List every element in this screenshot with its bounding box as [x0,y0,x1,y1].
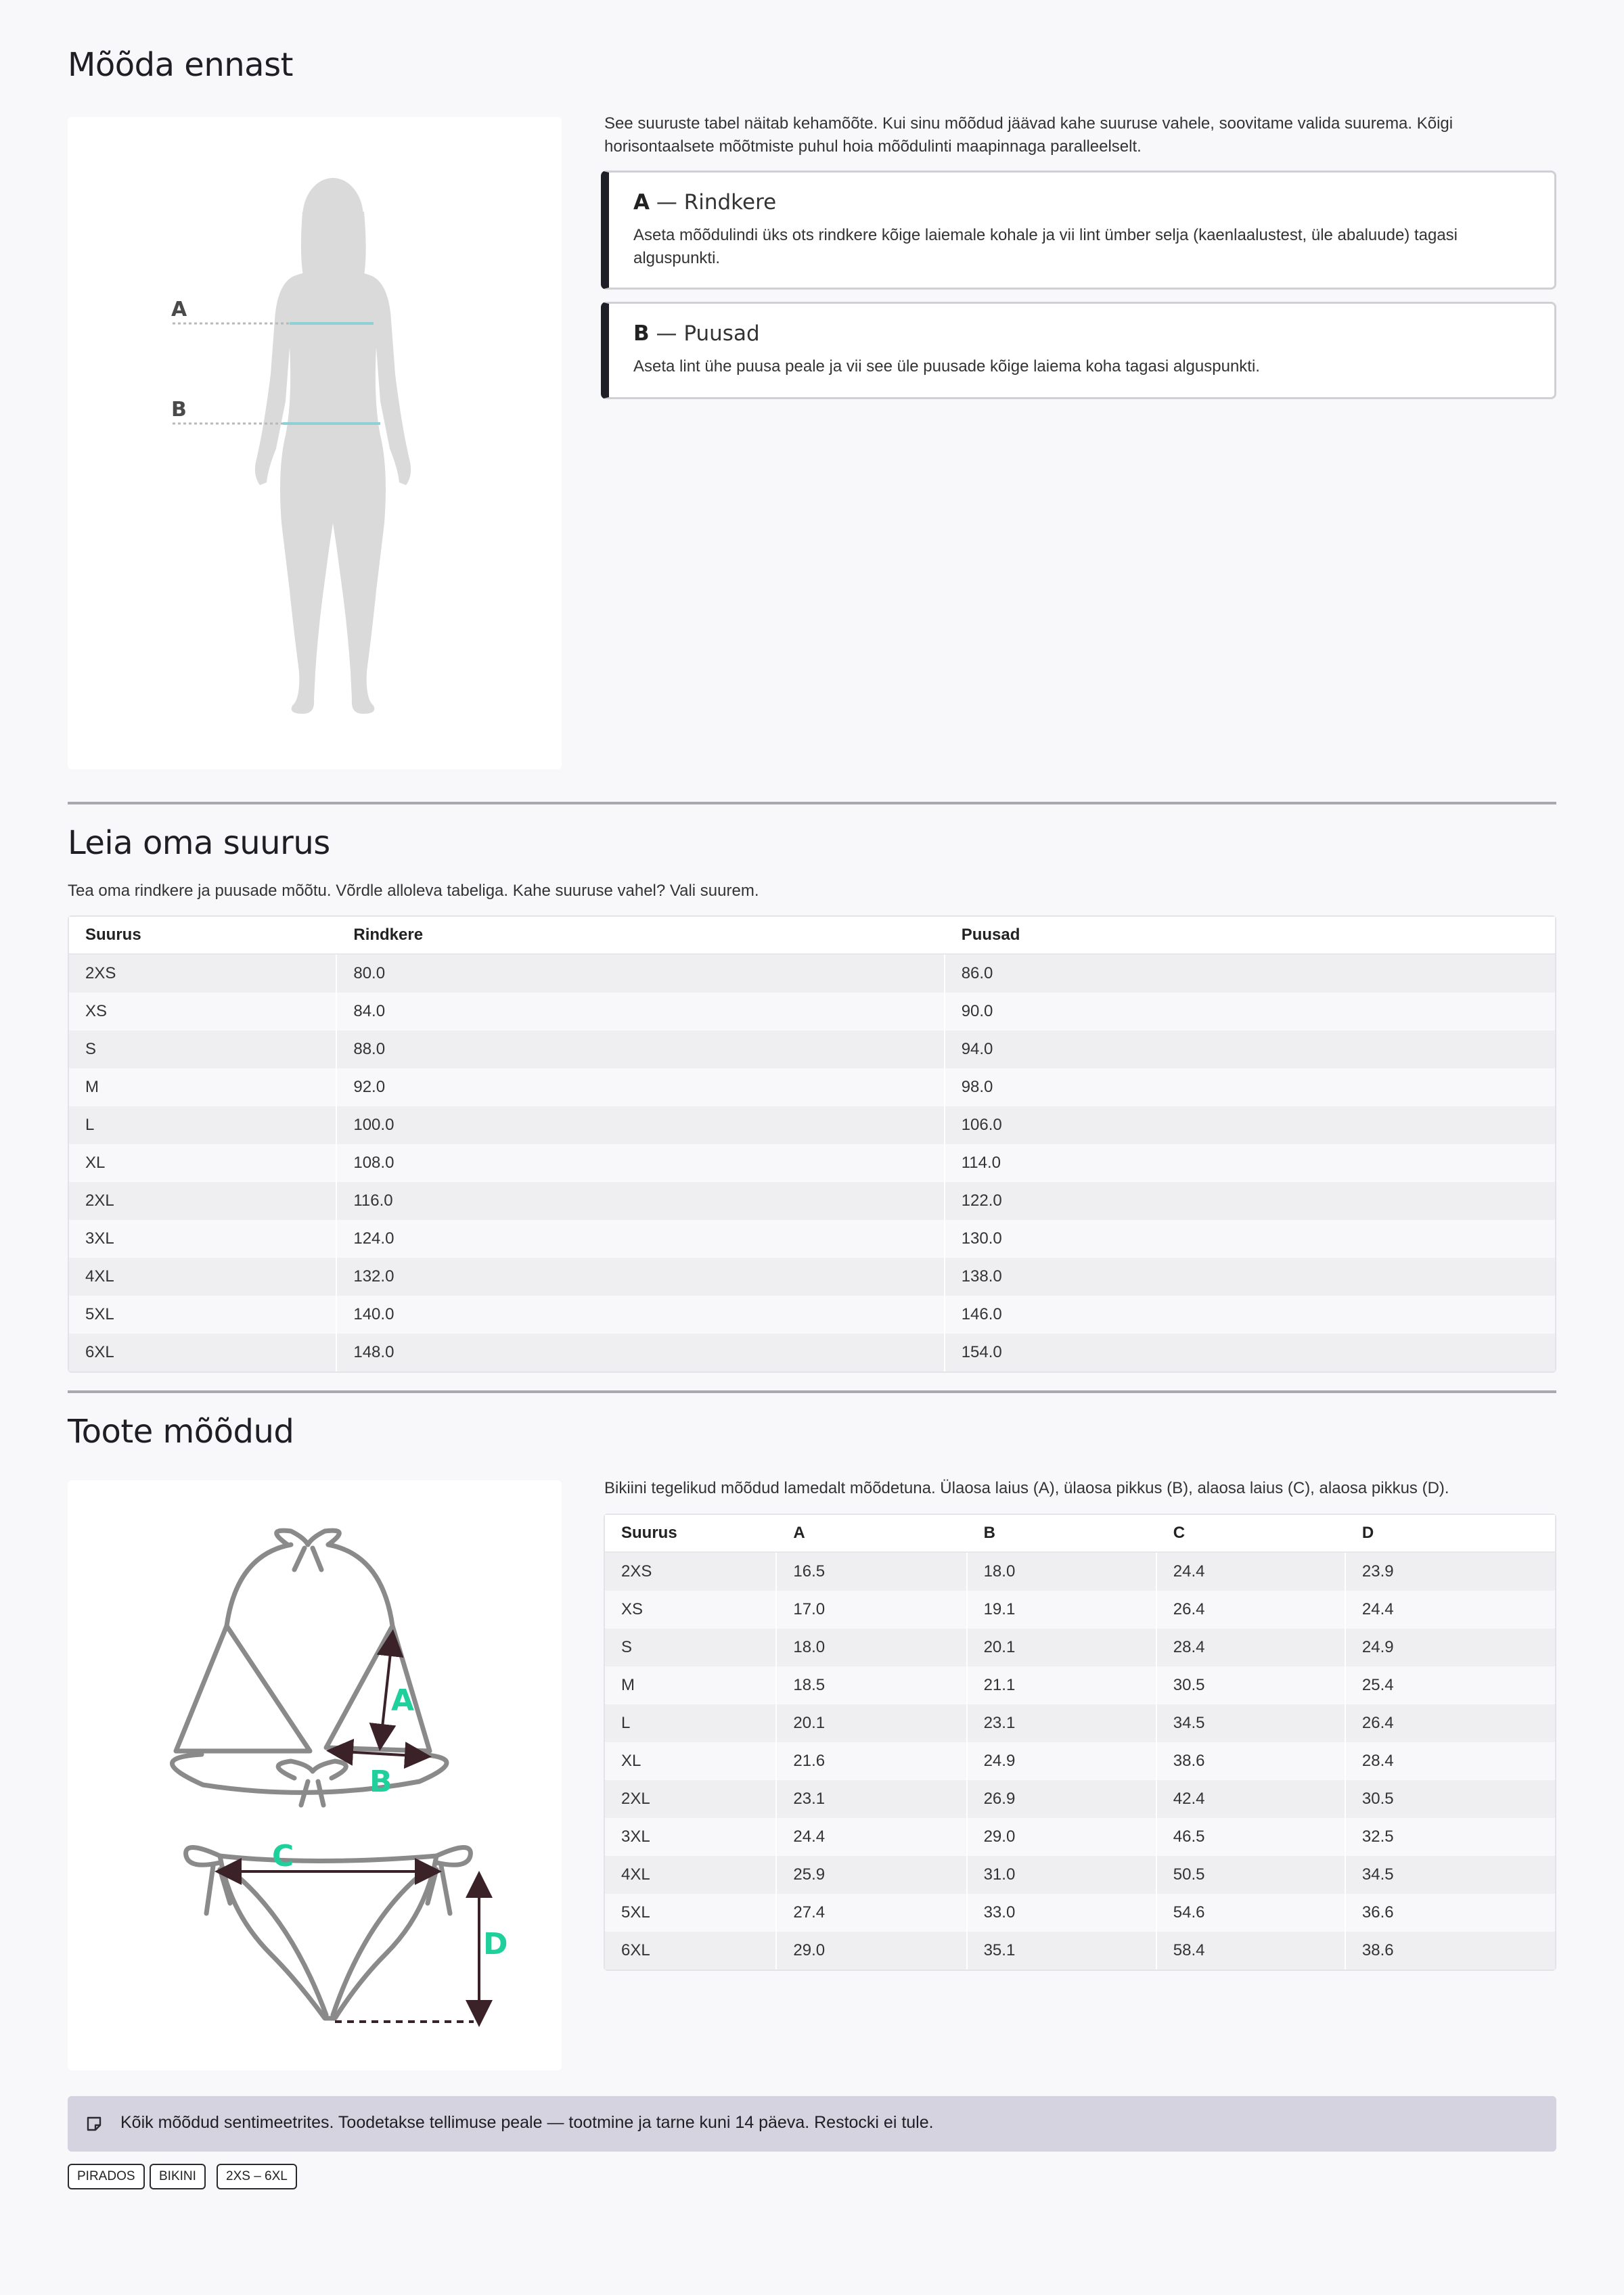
cell-size: 3XL [605,1818,777,1856]
find-intro: Tea oma rindkere ja puusade mõõtu. Võrdle alloleva tabeliga. Kahe suuruse vahel? Vali suurem. [68,882,759,900]
cell-size: 2XS [605,1553,777,1591]
cell-size: 4XL [605,1856,777,1894]
cell-b: 18.0 [968,1553,1157,1591]
section-divider [68,802,1556,804]
table-row [605,1629,1555,1666]
cell-c: 46.5 [1157,1818,1346,1856]
cell-d: 24.9 [1346,1629,1555,1666]
col-header-c: C [1157,1515,1346,1553]
table-row [605,1591,1555,1629]
cell-size: 2XL [605,1780,777,1818]
cell-rindkere: 84.0 [337,993,945,1030]
cell-b: 24.9 [968,1742,1157,1780]
cell-puusad: 146.0 [945,1296,1555,1334]
cell-c: 50.5 [1157,1856,1346,1894]
cell-b: 33.0 [968,1894,1157,1932]
table-row [605,1894,1555,1932]
cell-c: 30.5 [1157,1666,1346,1704]
cell-d: 24.4 [1346,1591,1555,1629]
cell-b: 20.1 [968,1629,1157,1666]
callout-puusad [601,302,1556,399]
cell-a: 17.0 [777,1591,967,1629]
cell-c: 42.4 [1157,1780,1346,1818]
table-row [69,1030,1555,1068]
body-size-table [68,915,1556,1373]
info-note [68,2096,1556,2152]
table-row [69,1258,1555,1296]
cell-rindkere: 88.0 [337,1030,945,1068]
cell-size: XL [69,1144,337,1182]
cell-b: 21.1 [968,1666,1157,1704]
table-header-row [69,917,1555,955]
cell-puusad: 154.0 [945,1334,1555,1371]
cell-b: 29.0 [968,1818,1157,1856]
cell-size: XL [605,1742,777,1780]
cell-rindkere: 124.0 [337,1220,945,1258]
cell-rindkere: 148.0 [337,1334,945,1371]
product-size-table [604,1514,1556,1971]
cell-size: 6XL [605,1932,777,1970]
cell-puusad: 90.0 [945,993,1555,1030]
cell-c: 34.5 [1157,1704,1346,1742]
cell-rindkere: 116.0 [337,1182,945,1220]
cell-size: 5XL [69,1296,337,1334]
cell-d: 25.4 [1346,1666,1555,1704]
cell-d: 28.4 [1346,1742,1555,1780]
cell-size: 2XS [69,955,337,993]
body-figure-panel [68,117,562,769]
table-row [69,1182,1555,1220]
cell-size: L [69,1106,337,1144]
cell-d: 26.4 [1346,1704,1555,1742]
note-icon [85,2115,103,2133]
col-header-b: B [968,1515,1157,1553]
table-row [605,1780,1555,1818]
table-row [69,955,1555,993]
cell-size: S [605,1629,777,1666]
col-header-suurus: Suurus [605,1515,777,1553]
cell-size: M [605,1666,777,1704]
cell-size: L [605,1704,777,1742]
col-header-puusad: Puusad [945,917,1555,955]
cell-size: 4XL [69,1258,337,1296]
table-row [69,1144,1555,1182]
figure-label-a: A [391,1683,415,1718]
cell-c: 28.4 [1157,1629,1346,1666]
cell-puusad: 94.0 [945,1030,1555,1068]
cell-d: 36.6 [1346,1894,1555,1932]
table-row [69,1068,1555,1106]
cell-a: 25.9 [777,1856,967,1894]
cell-d: 38.6 [1346,1932,1555,1970]
col-header-suurus: Suurus [69,917,337,955]
table-row [69,1334,1555,1371]
measure-intro: See suuruste tabel näitab kehamõõte. Kui sinu mõõdud jäävad kahe suuruse vahele, soovitame valida suurema. Kõigi horisontaalsete mõõtmiste puhul hoia mõõdulinti maapinnaga paralleelselt. [604,114,1453,156]
callout-puusad-title [633,321,1530,346]
cell-a: 16.5 [777,1553,967,1591]
callout-puusad-name: — Puusad [649,321,760,346]
cell-rindkere: 92.0 [337,1068,945,1106]
cell-a: 27.4 [777,1894,967,1932]
cell-rindkere: 80.0 [337,955,945,993]
cell-size: 5XL [605,1894,777,1932]
callout-rindkere [601,171,1556,290]
callout-rindkere-letter: A [633,190,650,214]
tag-category[interactable]: BIKINI [150,2164,206,2189]
callout-rindkere-name: — Rindkere [650,190,777,214]
table-row [605,1553,1555,1591]
cell-size: 2XL [69,1182,337,1220]
cell-puusad: 130.0 [945,1220,1555,1258]
col-header-d: D [1346,1515,1555,1553]
cell-rindkere: 132.0 [337,1258,945,1296]
dimension-arrows [220,1635,479,2022]
cell-c: 26.4 [1157,1591,1346,1629]
cell-size: 3XL [69,1220,337,1258]
cell-puusad: 114.0 [945,1144,1555,1182]
figure-label-d: D [483,1927,508,1961]
cell-a: 24.4 [777,1818,967,1856]
cell-a: 20.1 [777,1704,967,1742]
col-header-a: A [777,1515,967,1553]
body-silhouette-figure [68,117,562,769]
note-text: Kõik mõõdud sentimeetrites. Toodetakse tellimuse peale — tootmine ja tarne kuni 14 päeva. Restocki ei tule. [120,2113,934,2132]
cell-a: 29.0 [777,1932,967,1970]
section-divider [68,1390,1556,1393]
cell-rindkere: 100.0 [337,1106,945,1144]
cell-b: 23.1 [968,1704,1157,1742]
cell-b: 26.9 [968,1780,1157,1818]
product-title: Toote mõõdud [68,1413,294,1451]
cell-b: 31.0 [968,1856,1157,1894]
cell-size: M [69,1068,337,1106]
cell-d: 32.5 [1346,1818,1555,1856]
cell-size: 6XL [69,1334,337,1371]
cell-puusad: 122.0 [945,1182,1555,1220]
cell-a: 18.0 [777,1629,967,1666]
tag-size-range[interactable]: 2XS – 6XL [217,2164,297,2189]
cell-d: 30.5 [1346,1780,1555,1818]
callout-rindkere-title [633,190,1530,214]
cell-puusad: 86.0 [945,955,1555,993]
cell-puusad: 98.0 [945,1068,1555,1106]
col-header-rindkere: Rindkere [337,917,945,955]
find-title: Leia oma suurus [68,824,330,862]
bikini-figure-panel [68,1480,562,2070]
table-row [69,993,1555,1030]
figure-label-a: A [171,298,187,321]
cell-d: 34.5 [1346,1856,1555,1894]
callout-puusad-text: Aseta lint ühe puusa peale ja vii see üle puusade kõige laiema koha tagasi alguspunkti. [633,357,1260,376]
cell-puusad: 138.0 [945,1258,1555,1296]
table-row [69,1220,1555,1258]
tag-brand[interactable]: PIRADOS [68,2164,145,2189]
measure-title: Mõõda ennast [68,46,293,84]
figure-label-b: B [369,1765,392,1799]
cell-a: 21.6 [777,1742,967,1780]
cell-rindkere: 140.0 [337,1296,945,1334]
cell-c: 58.4 [1157,1932,1346,1970]
cell-c: 24.4 [1157,1553,1346,1591]
body-silhouette [255,178,411,714]
cell-b: 35.1 [968,1932,1157,1970]
cell-rindkere: 108.0 [337,1144,945,1182]
cell-a: 18.5 [777,1666,967,1704]
table-header-row [605,1515,1555,1553]
callout-rindkere-text: Aseta mõõdulindi üks ots rindkere kõige laiemale kohale ja vii lint ümber selja (kaenlaalustest, üle abaluude) tagasi alguspunkti. [633,226,1458,267]
table-row [605,1704,1555,1742]
table-row [605,1856,1555,1894]
cell-b: 19.1 [968,1591,1157,1629]
callout-puusad-letter: B [633,321,650,346]
bikini-outline [172,1530,470,2018]
table-row [605,1666,1555,1704]
product-intro: Bikiini tegelikud mõõdud lamedalt mõõdetuna. Ülaosa laius (A), ülaosa pikkus (B), alaosa laius (C), alaosa pikkus (D). [604,1479,1449,1497]
table-row [605,1932,1555,1970]
table-row [605,1818,1555,1856]
table-row [69,1106,1555,1144]
cell-c: 38.6 [1157,1742,1346,1780]
cell-c: 54.6 [1157,1894,1346,1932]
table-row [605,1742,1555,1780]
cell-d: 23.9 [1346,1553,1555,1591]
figure-label-c: C [272,1839,294,1873]
cell-size: XS [69,993,337,1030]
figure-label-b: B [171,398,187,422]
cell-size: XS [605,1591,777,1629]
cell-a: 23.1 [777,1780,967,1818]
cell-size: S [69,1030,337,1068]
table-row [69,1296,1555,1334]
cell-puusad: 106.0 [945,1106,1555,1144]
bikini-diagram-figure [68,1480,562,2070]
